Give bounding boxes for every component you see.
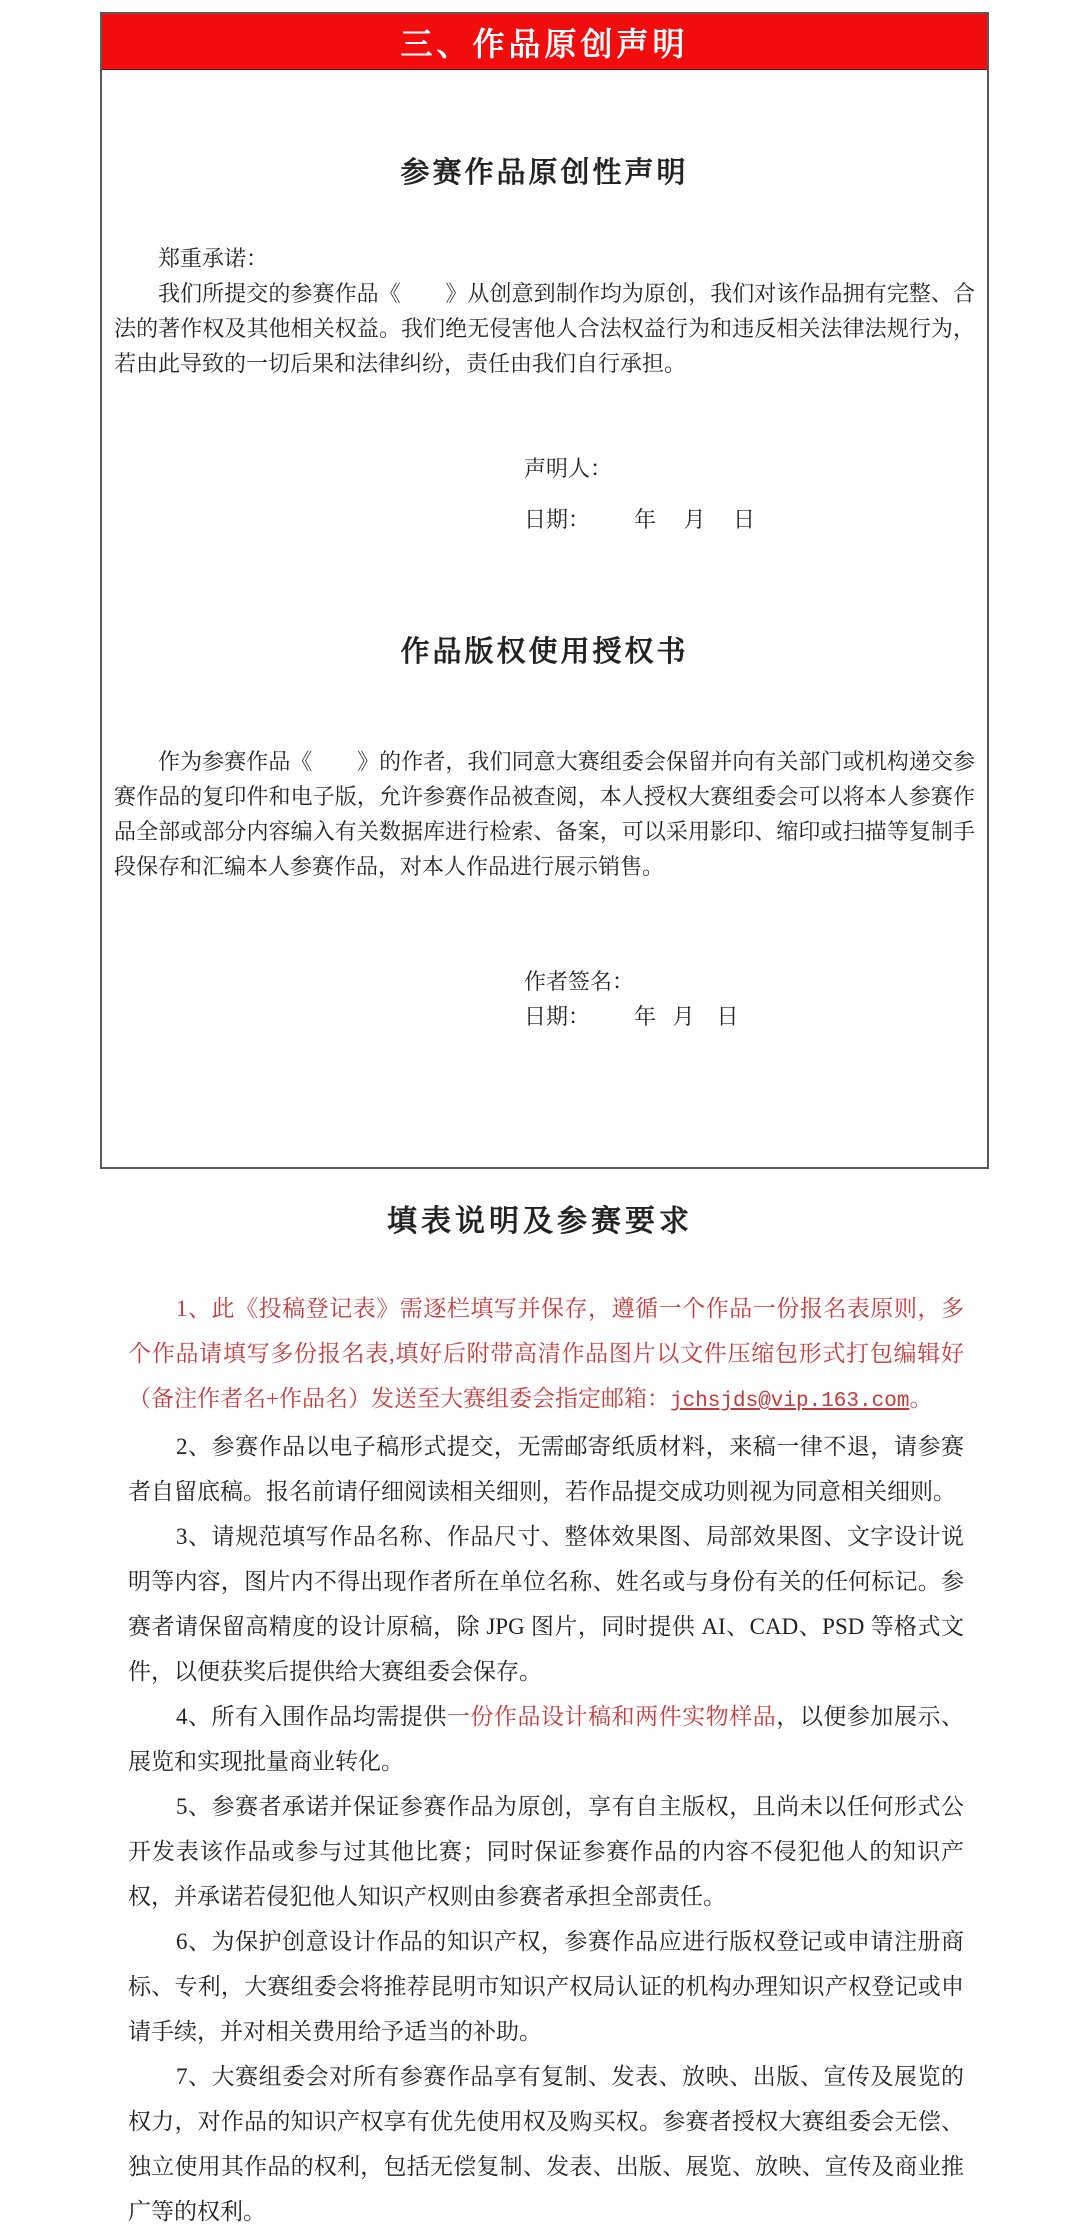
instruction-text-segment: 2、参赛作品以电子稿形式提交，无需邮寄纸质材料，来稿一律不退，请参赛者自留底稿。报名前请仔细阅读相关细则，若作品提交成功则视为同意相关细则。	[128, 1434, 964, 1504]
instructions-list	[128, 1286, 964, 2234]
author-signature-label: 作者签名：	[524, 969, 635, 994]
instruction-text-segment: 。	[909, 1386, 933, 1411]
contact-email-link[interactable]: jchsjds@vip.163.com	[669, 1390, 910, 1413]
instruction-item-7	[128, 2054, 964, 2234]
originality-declaration-title: 参赛作品原创性声明	[400, 157, 689, 189]
instruction-item-2	[128, 1424, 964, 1514]
instruction-item-5	[128, 1784, 964, 1919]
copyright-authorization-title: 作品版权使用授权书	[400, 636, 689, 668]
declaration-box	[100, 12, 989, 1169]
instruction-text-segment: 1、此《投稿登记表》需逐栏填写并保存，遵循一个作品一份报名表原则，多个作品请填写多份报名表,填好后附带高清作品图片以文件压缩包形式打包编辑好（备注作者名+作品名）发送至大赛组委会指定邮箱：	[128, 1296, 964, 1411]
instruction-text-segment: 3、请规范填写作品名称、作品尺寸、整体效果图、局部效果图、文字设计说明等内容，图片内不得出现作者所在单位名称、姓名或与身份有关的任何标记。参赛者请保留高精度的设计原稿，除 JPG 图片，同时提供 AI、CAD、PSD 等格式文件，以便获奖后提供给大赛组委会保存。	[128, 1524, 964, 1684]
instruction-item-3	[128, 1514, 964, 1694]
declaration-signature-block	[102, 451, 987, 537]
instruction-text-segment: 4、所有入围作品均需提供	[176, 1704, 447, 1729]
instruction-item-4	[128, 1694, 964, 1784]
instruction-text-segment: 7、大赛组委会对所有参赛作品享有复制、发表、放映、出版、宣传及展览的权力，对作品的知识产权享有优先使用权及购买权。参赛者授权大赛组委会无偿、独立使用其作品的权利，包括无偿复制、发表、出版、展览、放映、宣传及商业推广等的权利。	[128, 2064, 964, 2224]
section-banner-title: 三、作品原创声明	[400, 25, 689, 62]
authorization-body: 作为参赛作品《 》的作者，我们同意大赛组委会保留并向有关部门或机构递交参赛作品的复印件和电子版，允许参赛作品被查阅，本人授权大赛组委会可以将本人参赛作品全部或部分内容编入有关数据库进行检索、备案，可以采用影印、缩印或扫描等复制手段保存和汇编本人参赛作品，对本人作品进行展示销售。	[114, 749, 975, 879]
declaration-body: 我们所提交的参赛作品《 》从创意到制作均为原创，我们对该作品拥有完整、合法的著作权及其他相关权益。我们绝无侵害他人合法权益行为和违反相关法律法规行为，若由此导致的一切后果和法律纠纷，责任由我们自行承担。	[114, 281, 975, 376]
declarant-label: 声明人：	[524, 456, 613, 481]
declaration-date-line: 日期： 年 月 日	[524, 507, 756, 532]
instruction-text-segment: ，以便参加展示、展览和实现批量商业转化。	[128, 1704, 965, 1774]
instruction-text-segment: 5、参赛者承诺并保证参赛作品为原创，享有自主版权，且尚未以任何形式公开发表该作品或参与过其他比赛；同时保证参赛作品的内容不侵犯他人的知识产权，并承诺若侵犯他人知识产权则由参赛者承担全部责任。	[128, 1794, 964, 1909]
authorization-signature-block	[102, 964, 987, 1034]
section-banner	[102, 14, 987, 70]
instruction-item-6	[128, 1919, 964, 2054]
authorization-date-line: 日期： 年 月 日	[524, 1004, 739, 1029]
instructions-title: 填表说明及参赛要求	[387, 1205, 693, 1238]
instruction-item-1	[128, 1286, 964, 1424]
declaration-salutation: 郑重承诺：	[158, 246, 269, 271]
instruction-text-segment: 6、为保护创意设计作品的知识产权，参赛作品应进行版权登记或申请注册商标、专利，大赛组委会将推荐昆明市知识产权局认证的机构办理知识产权登记或申请手续，并对相关费用给予适当的补助。	[128, 1929, 964, 2044]
instruction-text-segment: 一份作品设计稿和两件实物样品	[446, 1704, 777, 1729]
